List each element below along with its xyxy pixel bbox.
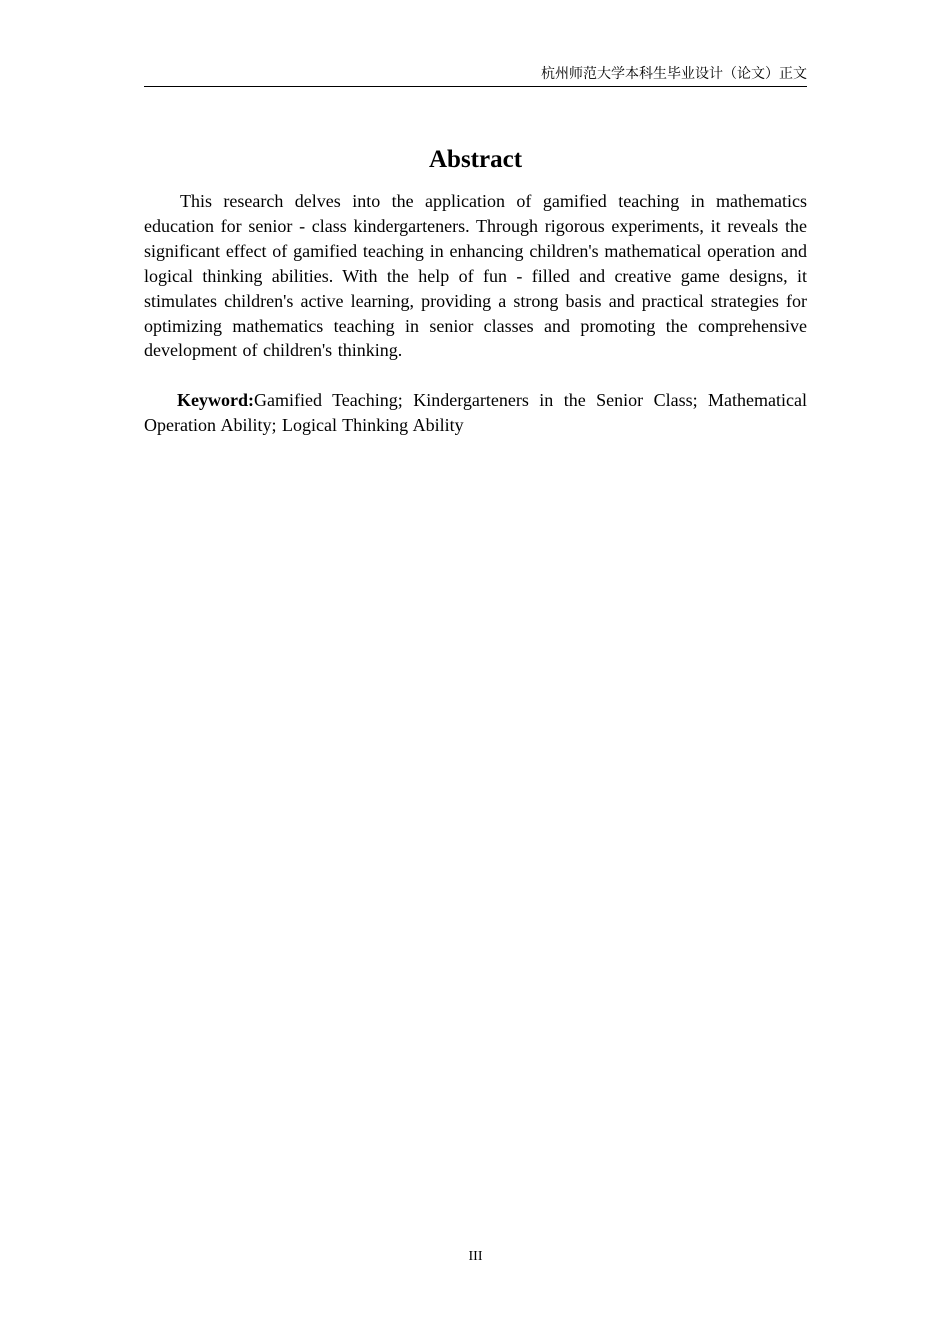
keyword-list: Gamified Teaching; Kindergarteners in the Senior Class; Mathematical Operation Ability; Logical Thinking Ability xyxy=(144,390,807,435)
running-header: 杭州师范大学本科生毕业设计（论文）正文 xyxy=(541,67,807,82)
abstract-title: Abstract xyxy=(428,146,523,173)
page-number: III xyxy=(468,1249,483,1264)
keyword-label: Keyword: xyxy=(177,390,254,410)
keyword-paragraph xyxy=(144,388,807,438)
header-rule xyxy=(144,86,807,87)
abstract-body: This research delves into the application of gamified teaching in mathematics education for senior - class kindergarteners. Through rigorous experiments, it reveals the significant effect of gamified teaching in enhancing children's mathematical operation and logical thinking abilities. With the help of fun - filled and creative game designs, it stimulates children's active learning, providing a strong basis and practical strategies for optimizing mathematics teaching in senior classes and promoting the comprehensive development of children's thinking. xyxy=(144,191,807,361)
